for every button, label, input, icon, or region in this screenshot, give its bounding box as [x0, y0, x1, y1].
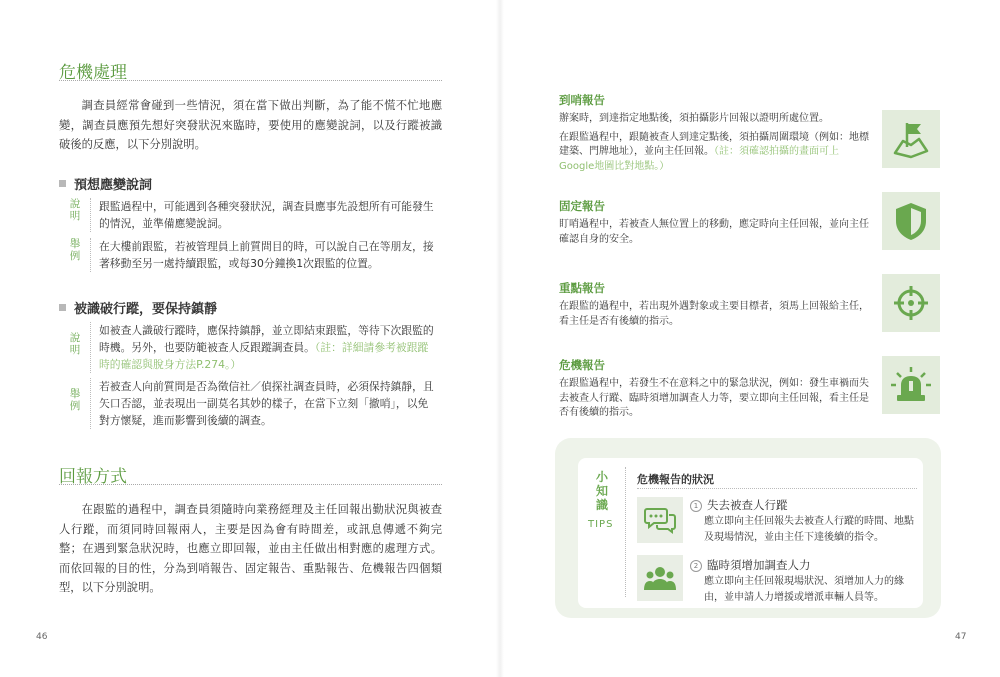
tips-heading: 危機報告的狀況 [637, 473, 714, 486]
report-title: 重點報告 [559, 281, 605, 295]
explain-tag: 說明 [69, 332, 81, 356]
explain-text: 如被查人識破行蹤時，應保持鎮靜，並立即結束跟監，等待下次跟監的時機。另外，也要防範被查人反跟蹤調查員。 [99, 324, 434, 354]
tips-label-en: TIPS [588, 519, 614, 530]
explain-note: （註：詳細請參考被跟蹤時的確認與脫身方法P.274。） [99, 341, 429, 371]
example-text: 若被查人向前質問是否為徵信社／偵探社調查員時，必須保持鎮靜，且矢口否認，並表現出一副莫名其妙的樣子，在當下立刻「撤哨」，以免對方懷疑，進而影響到後續的調查。 [99, 380, 434, 427]
tip-text: 應立即向主任回報失去被查人行蹤的時間、地點及現場情況，並由主任下達後續的指令。 [704, 516, 914, 543]
tip-text: 應立即向主任回報現場狀況、須增加人力的緣由，並申請人力增援或增派車輛人員等。 [704, 576, 904, 603]
explain-text-wrapper [99, 322, 439, 373]
vertical-divider [90, 198, 91, 232]
siren-icon [882, 356, 940, 414]
example-tag: 舉例 [69, 388, 81, 412]
vertical-divider [90, 322, 91, 373]
report-text [559, 112, 874, 174]
report-intro-paragraph: 在跟監的過程中，調查員須隨時向業務經理及主任回報出勤狀況與被查人行蹤，而須同時回報兩人，主要是因為會有時間差，或訊息傳遞不夠完整；在遇到緊急狀況時，也應立即回報，並由主任做出相對應的處理方式。而依回報的目的性，分為到哨報告、固定報告、重點報告、危機報告四個類型，以下分別說明。 [59, 503, 442, 594]
report-title: 到哨報告 [559, 93, 605, 107]
report-line: 在跟監過程中，跟隨被查人到達定點後，須拍攝周圍環境（例如：地標建築、門牌地址），並向主任回報。 [559, 131, 869, 157]
vertical-divider [625, 467, 626, 597]
explain-text: 跟監過程中，可能遇到各種突發狀況，調查員應事先設想所有可能發生的情況，並準備應變說詞。 [99, 200, 434, 230]
page-number: 46 [36, 632, 48, 642]
bullet-square-icon [59, 304, 66, 311]
crosshair-icon [882, 274, 940, 332]
tip-title [690, 557, 811, 573]
tip-title-text: 臨時須增加調查人力 [707, 558, 811, 572]
bullet-square-icon [59, 180, 66, 187]
tip-title [690, 497, 788, 513]
report-line-wrapper [559, 131, 874, 175]
group-people-icon [637, 555, 683, 601]
report-title: 固定報告 [559, 199, 605, 213]
subsection-title: 預想應變說詞 [74, 178, 153, 193]
report-note: （註：須確認拍攝的畫面可上Google地圖比對地點。） [559, 146, 839, 172]
explanation-block [68, 198, 442, 232]
report-title: 危機報告 [559, 358, 605, 372]
example-block [68, 378, 442, 429]
report-text: 盯哨過程中，若被查人無位置上的移動，應定時向主任回報，並向主任確認自身的安全。 [559, 219, 869, 245]
tips-heading-divider [637, 488, 917, 489]
report-text: 在跟監的過程中，若出現外遇對象或主要目標者，須馬上回報給主任，看主任是否有後續的指示。 [559, 301, 869, 327]
chat-bubbles-icon [637, 497, 683, 543]
section-divider [59, 80, 442, 81]
tip-title-text: 失去被查人行蹤 [707, 498, 788, 512]
crisis-intro-paragraph: 調查員經常會碰到一些情況，須在當下做出判斷，為了能不慌不忙地應變，調查員應預先想好突發狀況來臨時，要使用的應變說詞，以及行蹤被識破後的反應，以下分別說明。 [59, 99, 442, 151]
subsection-title: 被識破行蹤，要保持鎮靜 [74, 302, 218, 317]
tip-number: 1 [690, 500, 702, 512]
section-divider [59, 484, 442, 485]
page-number: 47 [955, 632, 967, 642]
example-block [68, 238, 442, 272]
tip-number: 2 [690, 560, 702, 572]
report-section-title: 回報方式 [59, 467, 127, 487]
explanation-block [68, 322, 442, 373]
subsection-heading [59, 298, 217, 317]
report-text: 在跟監過程中，若發生不在意料之中的緊急狀況，例如：發生車禍而失去被查人行蹤、臨時須增加調查人力等，要立即向主任回報，看主任是否有後續的指示。 [559, 378, 869, 418]
shield-icon [882, 192, 940, 250]
example-tag: 舉例 [69, 238, 81, 262]
vertical-divider [90, 378, 91, 429]
report-line: 辦案時，到達指定地點後，須拍攝影片回報以證明所處位置。 [559, 113, 829, 124]
tips-label: 小知識 [595, 470, 608, 512]
explain-tag: 說明 [69, 198, 81, 222]
crisis-section-title: 危機處理 [59, 63, 127, 83]
map-flag-icon [882, 110, 940, 168]
vertical-divider [90, 238, 91, 272]
subsection-heading [59, 174, 152, 193]
example-text: 在大樓前跟監，若被管理員上前質問目的時，可以說自己在等朋友，接著移動至另一處持續跟監，或每30分鐘換1次跟監的位置。 [99, 240, 434, 270]
right-page [500, 0, 1000, 677]
